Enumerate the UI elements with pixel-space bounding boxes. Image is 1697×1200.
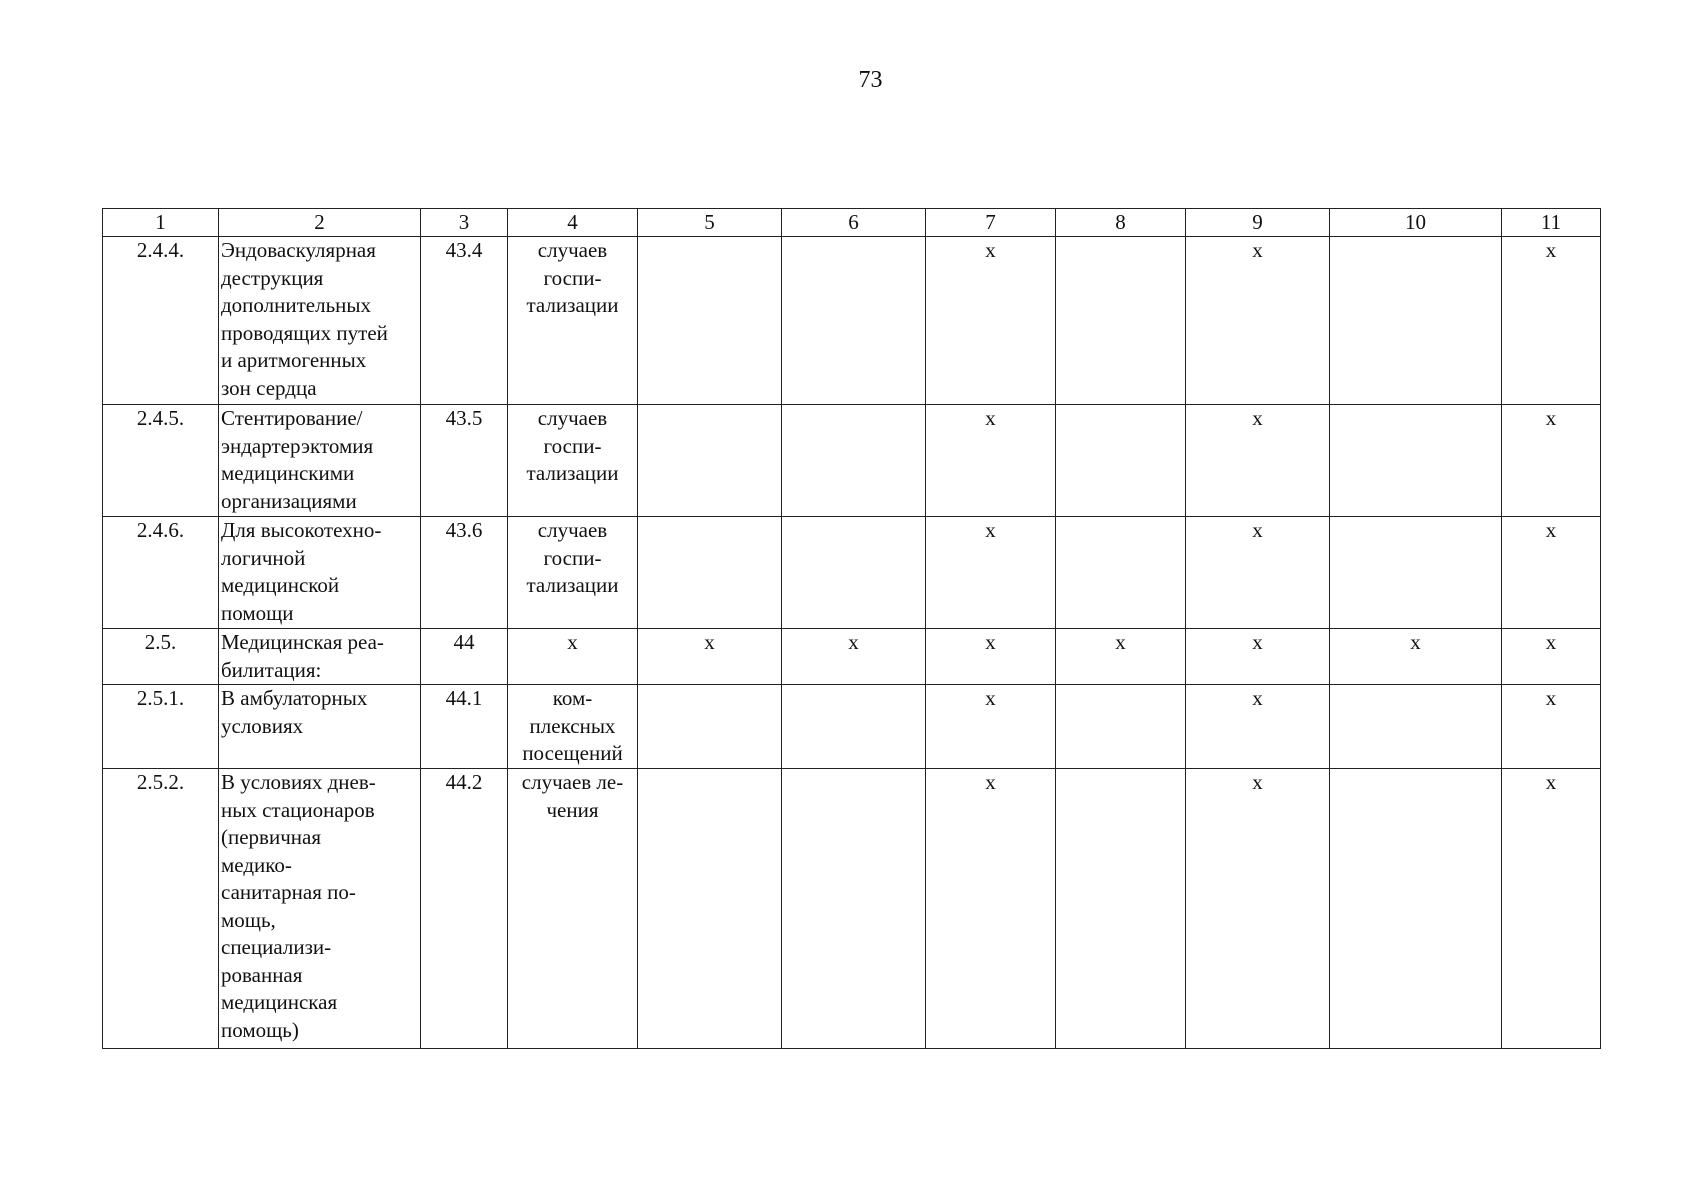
cell-col-7: x (926, 237, 1056, 405)
cell-col-7: x (926, 405, 1056, 517)
column-header: 10 (1330, 209, 1502, 237)
column-header: 9 (1186, 209, 1330, 237)
row-name: В условиях днев- ных стационаров (первичная медико- санитарная по- мощь, специализи- рованная медицинская помощь) (219, 769, 421, 1049)
table-row (103, 629, 1601, 685)
table-row (103, 685, 1601, 769)
cell-col-10 (1330, 769, 1502, 1049)
cell-col-6 (782, 769, 926, 1049)
cell-col-6: x (782, 629, 926, 685)
row-unit: случаев ле- чения (508, 769, 638, 1049)
table-row (103, 769, 1601, 1049)
row-name: Стентирование/ эндартерэктомия медицинскими организациями (219, 405, 421, 517)
column-header: 7 (926, 209, 1056, 237)
column-header: 4 (508, 209, 638, 237)
cell-col-8 (1056, 769, 1186, 1049)
row-unit: случаев госпи- тализации (508, 405, 638, 517)
cell-col-7: x (926, 629, 1056, 685)
column-header: 3 (421, 209, 508, 237)
cell-col-10 (1330, 237, 1502, 405)
column-number-row (103, 209, 1601, 237)
column-header: 1 (103, 209, 219, 237)
cell-col-10 (1330, 517, 1502, 629)
cell-col-6 (782, 685, 926, 769)
table-row (103, 405, 1601, 517)
data-table (102, 208, 1601, 1049)
cell-col-5 (638, 685, 782, 769)
row-code: 43.4 (421, 237, 508, 405)
row-number: 2.5.2. (103, 769, 219, 1049)
column-header: 11 (1502, 209, 1601, 237)
row-unit: x (508, 629, 638, 685)
row-name: Эндоваскулярная деструкция дополнительных проводящих путей и аритмогенных зон сердца (219, 237, 421, 405)
row-number: 2.5.1. (103, 685, 219, 769)
row-number: 2.4.5. (103, 405, 219, 517)
cell-col-9: x (1186, 769, 1330, 1049)
cell-col-8 (1056, 405, 1186, 517)
row-number: 2.5. (103, 629, 219, 685)
cell-col-11: x (1502, 517, 1601, 629)
cell-col-10 (1330, 405, 1502, 517)
cell-col-11: x (1502, 629, 1601, 685)
cell-col-11: x (1502, 769, 1601, 1049)
column-header: 2 (219, 209, 421, 237)
cell-col-5: x (638, 629, 782, 685)
cell-col-9: x (1186, 517, 1330, 629)
cell-col-5 (638, 405, 782, 517)
row-code: 44.1 (421, 685, 508, 769)
row-name: Медицинская реа- билитация: (219, 629, 421, 685)
cell-col-11: x (1502, 237, 1601, 405)
cell-col-7: x (926, 769, 1056, 1049)
column-header: 6 (782, 209, 926, 237)
cell-col-5 (638, 517, 782, 629)
cell-col-6 (782, 405, 926, 517)
column-header: 5 (638, 209, 782, 237)
row-code: 43.6 (421, 517, 508, 629)
row-name: Для высокотехно- логичной медицинской помощи (219, 517, 421, 629)
cell-col-9: x (1186, 685, 1330, 769)
cell-col-8 (1056, 517, 1186, 629)
cell-col-8: x (1056, 629, 1186, 685)
cell-col-9: x (1186, 237, 1330, 405)
cell-col-7: x (926, 517, 1056, 629)
cell-col-7: x (926, 685, 1056, 769)
cell-col-5 (638, 237, 782, 405)
cell-col-9: x (1186, 629, 1330, 685)
cell-col-11: x (1502, 685, 1601, 769)
row-number: 2.4.4. (103, 237, 219, 405)
cell-col-11: x (1502, 405, 1601, 517)
cell-col-6 (782, 517, 926, 629)
row-code: 44.2 (421, 769, 508, 1049)
row-unit: ком- плексных посещений (508, 685, 638, 769)
cell-col-8 (1056, 237, 1186, 405)
cell-col-9: x (1186, 405, 1330, 517)
row-unit: случаев госпи- тализации (508, 237, 638, 405)
row-number: 2.4.6. (103, 517, 219, 629)
table-row (103, 517, 1601, 629)
column-header: 8 (1056, 209, 1186, 237)
cell-col-10: x (1330, 629, 1502, 685)
cell-col-10 (1330, 685, 1502, 769)
cell-col-5 (638, 769, 782, 1049)
cell-col-6 (782, 237, 926, 405)
cell-col-8 (1056, 685, 1186, 769)
row-unit: случаев госпи- тализации (508, 517, 638, 629)
page-number: 73 (858, 67, 883, 93)
table-row (103, 237, 1601, 405)
row-code: 44 (421, 629, 508, 685)
row-code: 43.5 (421, 405, 508, 517)
row-name: В амбулаторных условиях (219, 685, 421, 769)
